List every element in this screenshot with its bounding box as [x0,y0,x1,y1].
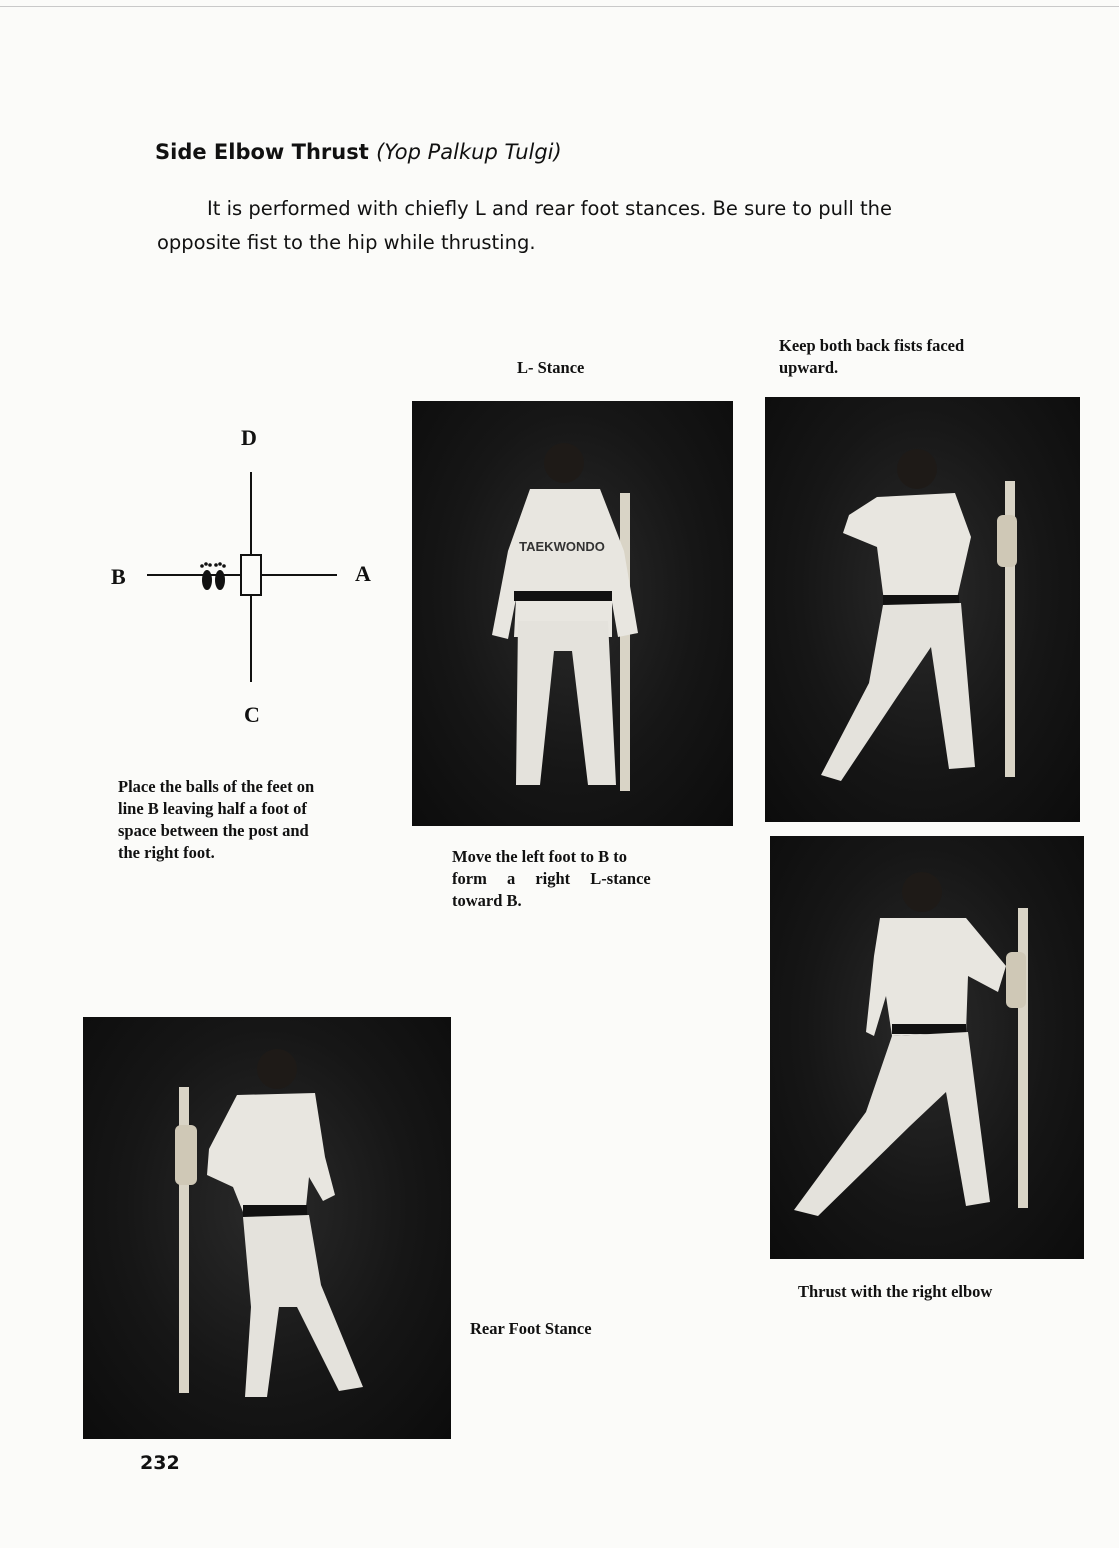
title-subtitle: (Yop Palkup Tulgi) [376,140,562,164]
rear-foot-label: Rear Foot Stance [470,1319,592,1338]
page-title [155,140,562,164]
keep-fists-label-line: upward. [779,358,839,377]
l-stance-figure-illustration [412,401,733,826]
diagram-label-a: A [355,561,371,586]
photo-l-stance [412,401,733,826]
diagram-caption-line: Place the balls of the feet on [118,777,315,796]
l-stance-caption [452,846,704,912]
feet-icon [197,558,231,594]
scan-top-rule [0,6,1119,7]
direction-diagram [105,420,395,730]
diagram-caption [118,776,378,864]
diagram-caption-line: space between the post and [118,821,309,840]
photo-rear-foot-stance [83,1017,451,1439]
diagram-label-c: C [244,702,260,727]
photo-keep-fists [765,397,1080,822]
keep-fists-label-line: Keep both back fists faced [779,336,965,355]
l-stance-label: L- Stance [517,358,585,377]
diagram-caption-line: the right foot. [118,843,215,862]
intro-line-1: It is performed with chiefly L and rear foot stances. Be sure to pull the [207,197,892,220]
intro-line-2: opposite fist to the hip while thrusting. [157,231,536,254]
l-stance-caption-line: toward B. [452,891,522,910]
diagram-cross-lines [105,420,395,730]
l-stance-caption-line: Move the left foot to B to [452,847,628,866]
page-number: 232 [140,1452,180,1474]
keep-fists-figure-illustration [765,397,1080,822]
keep-fists-label [779,335,1059,379]
l-stance-caption-line: form a right L-stance [452,869,651,888]
diagram-label-b: B [111,564,126,589]
intro-paragraph [157,192,1017,260]
rear-foot-figure-illustration [83,1017,451,1439]
thrust-figure-illustration [770,836,1084,1259]
photo-thrust [770,836,1084,1259]
diagram-caption-line: line B leaving half a foot of [118,799,307,818]
diagram-label-d: D [241,425,257,450]
title-main: Side Elbow Thrust [155,140,369,164]
svg-text:TAEKWONDO: TAEKWONDO [519,539,605,554]
thrust-caption: Thrust with the right elbow [798,1282,993,1301]
